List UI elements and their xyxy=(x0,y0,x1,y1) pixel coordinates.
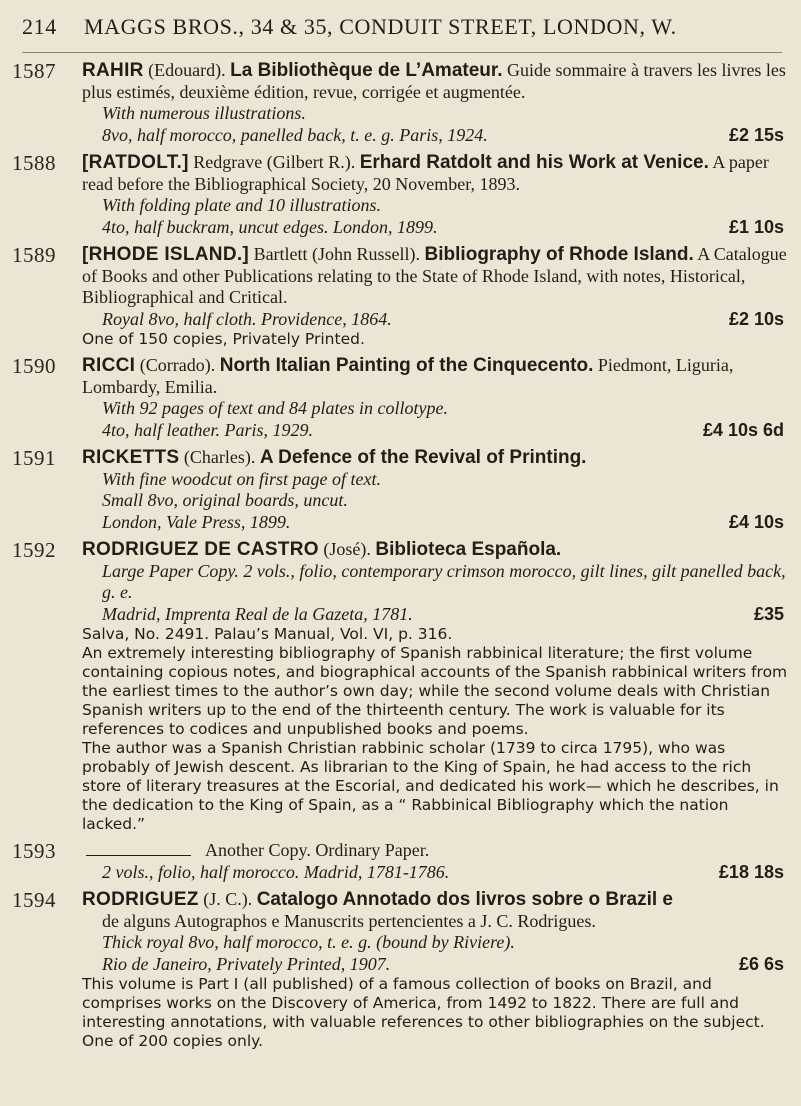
entry-title: Bibliography of Rhode Island. xyxy=(424,244,694,265)
entry-price: £4 10s 6d xyxy=(702,419,784,440)
entry-subtitle: Another Copy. Ordinary Paper. xyxy=(205,840,430,860)
entry-details: 2 vols., folio, half morocco. Madrid, 1781-1786. xyxy=(102,861,450,882)
entry-illustrations: With fine woodcut on first page of text. xyxy=(102,468,381,489)
entry-number: 1592 xyxy=(12,538,56,562)
entry-price: £35 xyxy=(753,603,784,624)
entry-number: 1590 xyxy=(12,354,56,378)
entry-number: 1589 xyxy=(12,243,56,267)
page-header xyxy=(22,14,782,40)
entry-illustrations: With 92 pages of text and 84 plates in collotype. xyxy=(102,398,448,418)
entry-number: 1594 xyxy=(12,888,56,912)
entry-details: 4to, half buckram, uncut edges. London, 1899. xyxy=(102,216,438,237)
entry-title: Biblioteca Española. xyxy=(375,539,562,560)
entry-1589 xyxy=(12,244,790,349)
entry-details: Royal 8vo, half cloth. Providence, 1864. xyxy=(102,308,392,329)
entry-title: Catalogo Annotado dos livros sobre o Brazil e xyxy=(256,889,673,910)
entry-author-rest: (Charles). xyxy=(183,447,256,467)
entry-price: £18 18s xyxy=(718,861,784,882)
entry-note: The author was a Spanish Christian rabbinic scholar (1739 to circa 1795), who was probably of Jewish descent. As librarian to the King of Spain, he had access to the rich store of literary treasures at the Escorial, and dedicated his work— which he describes, in the dedication to the King of Spain, as a “ Rabbinical Bibliography which the nation lacked.” xyxy=(82,739,779,833)
entry-title: North Italian Painting of the Cinquecento. xyxy=(219,355,594,376)
entry-details: 4to, half leather. Paris, 1929. xyxy=(102,419,313,440)
entry-details: London, Vale Press, 1899. xyxy=(102,511,291,532)
entry-number: 1588 xyxy=(12,151,56,175)
entry-1591 xyxy=(12,447,790,533)
entry-author: RODRIGUEZ xyxy=(82,889,199,910)
entry-1588 xyxy=(12,152,790,238)
entry-note: An extremely interesting bibliography of Spanish rabbinical literature; the first volume containing copious notes, and biographical accounts of the Spanish rabbinical writers from the earliest times to the author’s own day; while the second volume deals with Christian Spanish writers up to the end of the thirteenth century. The work is valuable for its references to codices and unpublished books and poems. xyxy=(82,644,788,738)
entry-1587 xyxy=(12,60,790,146)
entry-1594 xyxy=(12,889,790,1051)
entry-1593 xyxy=(12,840,790,883)
entry-details-pre: Thick royal 8vo, half morocco, t. e. g. (bound by Riviere). xyxy=(102,932,515,952)
entry-author: [RHODE ISLAND.] xyxy=(82,244,250,265)
entry-number: 1591 xyxy=(12,446,56,470)
entry-number: 1587 xyxy=(12,59,56,83)
entry-title-rest: de alguns Autographos e Manuscrits pertencientes a J. C. Rodrigues. xyxy=(102,910,596,931)
entry-title-rest: A Catalogue of Books and other Publications relating to the State of Rhode Island, with notes, Historical, Bibliographical and Critical. xyxy=(82,244,787,307)
entry-details-pre: Small 8vo, original boards, uncut. xyxy=(102,490,348,510)
entry-price: £2 15s xyxy=(728,124,784,145)
entry-details: Rio de Janeiro, Privately Printed, 1907. xyxy=(102,953,391,974)
header-rule xyxy=(22,52,782,53)
entry-author-rest: Bartlett (John Russell). xyxy=(253,244,421,264)
entry-author-rest: (Edouard). xyxy=(148,60,226,80)
running-head: MAGGS BROS., 34 & 35, CONDUIT STREET, LONDON, W. xyxy=(84,14,677,39)
entry-reference: Salva, No. 2491. Palau’s Manual, Vol. VI, p. 316. xyxy=(82,625,453,643)
entry-1592 xyxy=(12,539,790,834)
entry-1590 xyxy=(12,355,790,441)
entry-title-rest: A paper read before the Bibliographical Society, 20 November, 1893. xyxy=(82,152,769,194)
entry-price: £4 10s xyxy=(728,511,784,532)
entry-note: This volume is Part I (all published) of a famous collection of books on Brazil, and comprises works on the Discovery of America, from 1492 to 1822. There are full and interesting annotations, with valuable references to other bibliographies on the subject. One of 200 copies only. xyxy=(82,975,765,1050)
entry-author-rest: Redgrave (Gilbert R.). xyxy=(193,152,356,172)
entry-title: A Defence of the Revival of Printing. xyxy=(259,447,587,468)
entry-title-rest: Piedmont, Liguria, Lombardy, Emilia. xyxy=(82,355,734,397)
entry-author-rest: (J. C.). xyxy=(203,889,253,909)
ditto-rule xyxy=(86,855,191,856)
entry-title: Erhard Ratdolt and his Work at Venice. xyxy=(359,152,709,173)
entry-price: £6 6s xyxy=(738,953,784,974)
entry-price: £2 10s xyxy=(728,308,784,329)
entry-illustrations: With numerous illustrations. xyxy=(102,103,306,123)
entry-note: One of 150 copies, Privately Printed. xyxy=(82,330,365,348)
entry-author-rest: (José). xyxy=(323,539,371,559)
entry-details: Madrid, Imprenta Real de la Gazeta, 1781. xyxy=(102,603,413,624)
entry-price: £1 10s xyxy=(728,216,784,237)
entry-title: La Bibliothèque de L’Amateur. xyxy=(230,60,503,81)
entry-author-rest: (Corrado). xyxy=(139,355,216,375)
entry-illustrations: With folding plate and 10 illustrations. xyxy=(102,195,382,215)
page-number: 214 xyxy=(22,14,57,39)
entry-title-rest: Large Paper Copy. 2 vols., folio, contemporary crimson morocco, gilt lines, gilt panelled back, g. e. xyxy=(102,560,786,602)
entry-number: 1593 xyxy=(12,839,56,863)
entry-author: RODRIGUEZ DE CASTRO xyxy=(82,539,319,560)
entry-author: RICKETTS xyxy=(82,447,180,468)
entry-author: RAHIR xyxy=(82,60,144,81)
entry-author: [RATDOLT.] xyxy=(82,152,189,173)
entry-details: 8vo, half morocco, panelled back, t. e. g. Paris, 1924. xyxy=(102,124,488,145)
entry-title-rest: Guide sommaire à travers les livres les plus estimés, deuxième édition, revue, corrigée et augmentée. xyxy=(82,60,786,102)
entry-author: RICCI xyxy=(82,355,136,376)
catalogue-entries xyxy=(12,60,790,1057)
